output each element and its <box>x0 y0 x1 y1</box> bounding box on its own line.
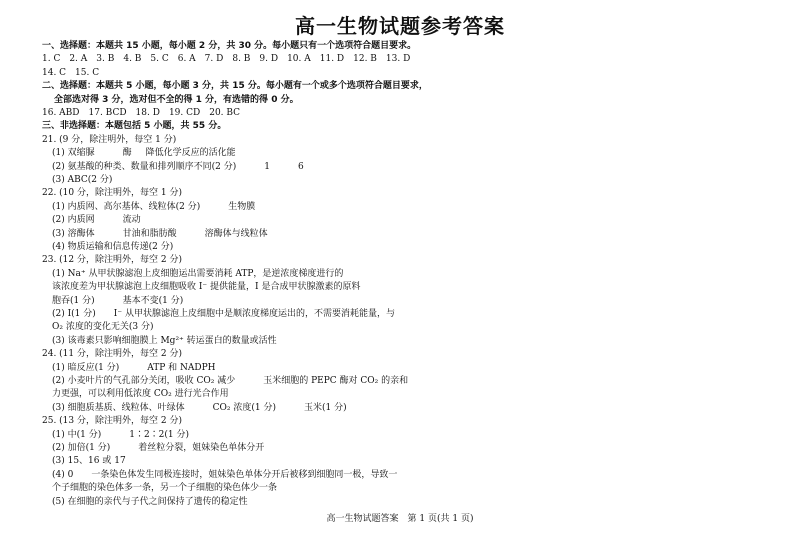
section2-header-line1: 二、选择题：本题共 5 小题，每小题 3 分，共 15 分。每小题有一个或多个选项符合题目要求， <box>42 81 428 92</box>
q25-line1 <box>52 429 189 441</box>
q21-line3: (3) ABC(2 分) <box>52 175 113 185</box>
q23-answer-3b: 基本不变(1 分) <box>122 295 184 306</box>
q22-answer-3b: 甘油和脂肪酸 <box>122 228 177 239</box>
q24-line1 <box>52 362 216 374</box>
q25-header: 25. (13 分，除注明外，每空 2 分) <box>42 416 182 427</box>
q21-line2 <box>52 161 304 173</box>
page-footer: 高一生物试题答案 第 1 页(共 1 页) <box>326 514 474 524</box>
q22-line4: (4) 物质运输和信息传递(2 分) <box>52 242 174 252</box>
q24-answer-4b: CO₂ 浓度(1 分) <box>212 402 276 413</box>
section2-header-line2: 全部选对得 3 分，选对但不全的得 1 分，有选错的得 0 分。 <box>54 94 299 105</box>
q25-answer-1b: 1∶2∶2(1 分) <box>129 429 190 440</box>
q25-answer-1a: (1) 中(1 分) <box>52 429 102 440</box>
q24-header: 24. (11 分，除注明外，每空 2 分) <box>42 349 182 360</box>
q24-answer-4c: 玉米(1 分) <box>303 402 347 413</box>
q22-line2 <box>52 214 141 226</box>
q21-line1 <box>52 147 236 159</box>
q23-answer-3a: 胞吞(1 分) <box>52 295 95 306</box>
q23-line5: O₂ 浓度的变化无关(3 分) <box>52 322 154 333</box>
q22-answer-2b: 流动 <box>122 215 141 226</box>
q22-line1 <box>52 201 255 213</box>
q23-line3 <box>52 295 183 307</box>
q24-line4 <box>52 402 347 414</box>
q25-answer-2a: (2) 加倍(1 分) <box>52 443 111 453</box>
q21-answer-1c: 降低化学反应的活化能 <box>145 148 236 159</box>
q25-answer-2b: 着丝粒分裂，姐妹染色单体分开 <box>138 443 265 453</box>
q22-answer-3a: (3) 溶酶体 <box>52 228 95 239</box>
section1-answers-line1: 1. C 2. A 3. B 4. B 5. C 6. A 7. D 8. B 9. D 10. A 11. D 12. B 13. D <box>42 54 411 65</box>
q21-header: 21. (9 分，除注明外，每空 1 分) <box>42 134 177 145</box>
q22-answer-2a: (2) 内质网 <box>52 215 95 226</box>
q25-line3: (3) 15、16 或 17 <box>52 456 126 467</box>
q22-answer-3c: 溶酶体与线粒体 <box>204 228 268 239</box>
q23-line2: 该浓度差为甲状腺滤泡上皮细胞吸收 I⁻ 提供能量，I 是合成甲状腺激素的原料 <box>52 282 361 293</box>
q23-line6: (3) 该毒素只影响细胞膜上 Mg²⁺ 转运蛋白的数量或活性 <box>52 335 277 346</box>
q23-header: 23. (12 分，除注明外，每空 2 分) <box>42 255 182 266</box>
q23-line1: (1) Na⁺ 从甲状腺滤泡上皮细胞运出需要消耗 ATP，是逆浓度梯度进行的 <box>52 268 344 279</box>
q24-line2 <box>52 375 408 387</box>
q22-answer-1b: 生物膜 <box>228 201 256 212</box>
q21-answer-2b: 1 <box>264 161 270 172</box>
q22-line3 <box>52 228 268 240</box>
q25-line2 <box>52 442 264 454</box>
q25-line4: (4) 0 一条染色体发生同极连接时，姐妹染色单体分开后被移到细胞同一极，导致一 <box>52 469 398 480</box>
q25-line6: (5) 在细胞的亲代与子代之间保持了遗传的稳定性 <box>52 496 248 507</box>
q24-answer-4a: (3) 细胞质基质、线粒体、叶绿体 <box>52 402 185 413</box>
q24-answer-2a: (2) 小麦叶片的气孔部分关闭，吸收 CO₂ 减少 <box>52 376 236 386</box>
q25-line5: 个子细胞的染色体多一条，另一个子细胞的染色体少一条 <box>52 483 278 494</box>
q23-line4: (2) I(1 分) I⁻ 从甲状腺滤泡上皮细胞中是顺浓度梯度运出的，不需要消耗能量，与 <box>52 309 395 319</box>
q24-answer-1a: (1) 暗反应(1 分) <box>52 362 120 373</box>
q21-answer-1a: (1) 双缩脲 <box>52 148 95 159</box>
section1-header: 一、选择题：本题共 15 小题，每小题 2 分，共 30 分。每小题只有一个选项符合题目要求。 <box>42 41 417 51</box>
q22-header: 22. (10 分，除注明外，每空 1 分) <box>42 188 182 199</box>
section1-answers-line2: 14. C 15. C <box>42 67 100 78</box>
section2-answers: 16. ABD 17. BCD 18. D 19. CD 20. BC <box>42 108 241 118</box>
q21-answer-2a: (2) 氨基酸的种类、数量和排列顺序不同(2 分) <box>52 161 237 172</box>
page-title: 高一生物试题参考答案 <box>295 14 505 38</box>
q24-line3: 力更强，可以利用低浓度 CO₂ 进行光合作用 <box>52 389 229 400</box>
section3-header: 三、非选择题：本题包括 5 小题，共 55 分。 <box>42 121 227 132</box>
q22-answer-1a: (1) 内质网、高尔基体、线粒体(2 分) <box>52 201 201 212</box>
q21-answer-1b: 酶 <box>122 148 132 159</box>
q24-answer-1b: ATP 和 NADPH <box>147 362 216 373</box>
q24-answer-2b: 玉米细胞的 PEPC 酶对 CO₂ 的亲和 <box>263 376 409 386</box>
q21-answer-2c: 6 <box>297 161 304 172</box>
